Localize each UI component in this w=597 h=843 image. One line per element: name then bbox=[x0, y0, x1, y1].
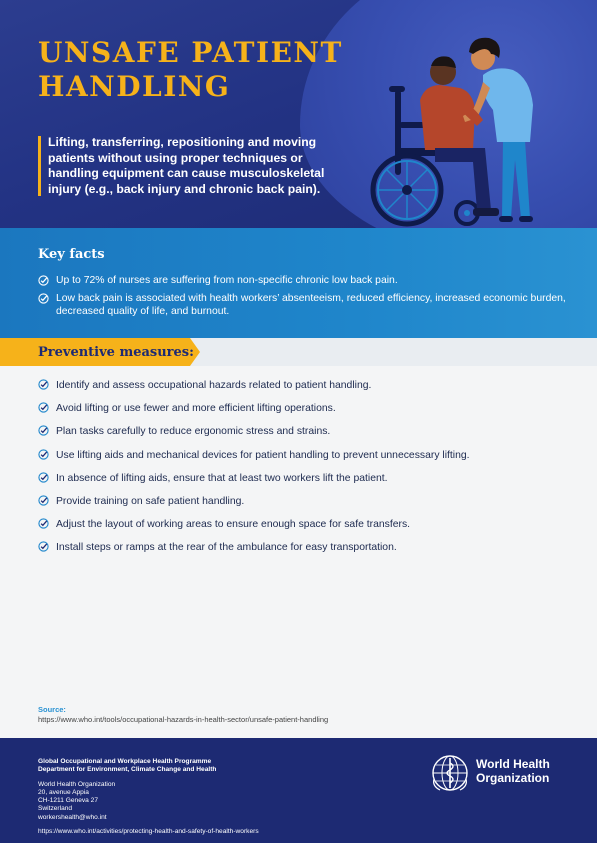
who-logo bbox=[430, 753, 565, 793]
footer bbox=[0, 738, 597, 843]
footer-contact bbox=[38, 758, 259, 836]
page-title: UNSAFE PATIENT HANDLING bbox=[38, 36, 343, 103]
measure-text: Identify and assess occupational hazards related to patient handling. bbox=[56, 380, 372, 391]
key-facts-title: Key facts bbox=[38, 247, 105, 262]
check-circle-icon bbox=[38, 541, 49, 552]
footer-country: Switzerland bbox=[38, 805, 73, 813]
intro-text: Lifting, transferring, repositioning and moving patients without using proper techniques or handling equipment can cause musculoskeletal injury (e.g., back injury and chronic back pain). bbox=[48, 135, 325, 196]
key-fact-text: Up to 72% of nurses are suffering from non-specific chronic low back pain. bbox=[56, 275, 398, 286]
list-item bbox=[38, 518, 583, 541]
footer-department: Department for Environment, Climate Change and Health bbox=[38, 766, 217, 774]
source-link[interactable]: https://www.who.int/tools/occupational-hazards-in-health-sector/unsafe-patient-handling bbox=[38, 715, 329, 724]
measure-text: Install steps or ramps at the rear of the ambulance for easy transportation. bbox=[56, 542, 397, 554]
list-item bbox=[38, 541, 583, 564]
check-circle-icon bbox=[38, 449, 49, 460]
list-item bbox=[38, 402, 583, 425]
measure-text: In absence of lifting aids, ensure that at least two workers lift the patient. bbox=[56, 472, 388, 484]
check-circle-icon bbox=[38, 518, 49, 529]
measure-text: Plan tasks carefully to reduce ergonomic stress and strains. bbox=[56, 426, 331, 438]
key-facts-list bbox=[38, 274, 578, 323]
footer-programme: Global Occupational and Workplace Health Programme bbox=[38, 758, 212, 765]
list-item bbox=[38, 495, 583, 518]
footer-email[interactable]: workershealth@who.int bbox=[38, 813, 107, 821]
list-item bbox=[38, 274, 578, 288]
list-item bbox=[38, 292, 578, 319]
footer-address1: 20, avenue Appia bbox=[38, 788, 89, 796]
footer-org: World Health Organization bbox=[38, 780, 116, 788]
measure-text: Adjust the layout of working areas to ensure enough space for safe transfers. bbox=[56, 519, 411, 531]
check-circle-icon bbox=[38, 275, 49, 286]
check-circle-icon bbox=[38, 379, 49, 390]
list-item bbox=[38, 449, 583, 472]
header-banner bbox=[0, 0, 597, 228]
footer-address2: CH-1211 Geneva 27 bbox=[38, 797, 98, 805]
list-item bbox=[38, 425, 583, 448]
who-logo-text: World Health Organization bbox=[476, 757, 550, 785]
check-circle-icon bbox=[38, 402, 49, 413]
check-circle-icon bbox=[38, 495, 49, 506]
preventive-list bbox=[38, 379, 583, 565]
key-facts-section bbox=[0, 228, 597, 338]
key-fact-text: Low back pain is associated with health workers’ absenteeism, reduced efficiency, increased economic burden, decreased quality of life, and burnout. bbox=[56, 292, 566, 317]
nurse-wheelchair-illustration bbox=[365, 30, 565, 228]
measure-text: Use lifting aids and mechanical devices for patient handling to prevent unnecessary lifting. bbox=[56, 449, 470, 461]
preventive-title: Preventive measures: bbox=[38, 345, 194, 360]
footer-url[interactable]: https://www.who.int/activities/protecting-health-and-safety-of-health-workers bbox=[38, 828, 259, 836]
list-item bbox=[38, 379, 583, 402]
list-item bbox=[38, 472, 583, 495]
source-label: Source: bbox=[38, 705, 66, 714]
who-emblem-icon bbox=[430, 753, 470, 793]
check-circle-icon bbox=[38, 425, 49, 436]
measure-text: Avoid lifting or use fewer and more efficient lifting operations. bbox=[56, 403, 336, 415]
check-circle-icon bbox=[38, 293, 49, 304]
intro-accent-bar bbox=[38, 136, 41, 196]
measure-text: Provide training on safe patient handling. bbox=[56, 495, 245, 507]
check-circle-icon bbox=[38, 472, 49, 483]
